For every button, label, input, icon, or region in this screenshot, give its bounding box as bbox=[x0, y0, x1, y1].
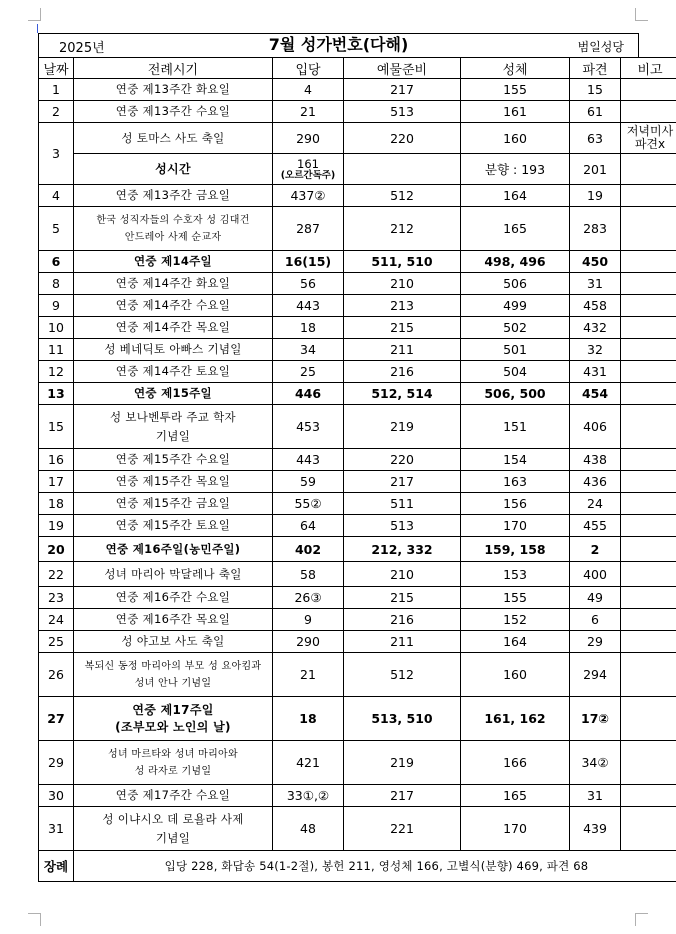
note-cell bbox=[621, 493, 676, 515]
entrance-cell: 290 bbox=[273, 631, 344, 653]
dismissal-cell: 294 bbox=[570, 653, 621, 697]
table-row bbox=[39, 317, 676, 339]
liturgy-cell: 연중 제17주간 수요일 bbox=[74, 785, 273, 807]
communion-cell: 156 bbox=[461, 493, 570, 515]
dismissal-cell: 436 bbox=[570, 471, 621, 493]
liturgy-cell: 연중 제13주간 금요일 bbox=[74, 185, 273, 207]
communion-cell: 151 bbox=[461, 405, 570, 449]
note-cell: 저녁미사 파견x bbox=[621, 123, 676, 154]
dismissal-cell: 458 bbox=[570, 295, 621, 317]
liturgy-cell: 성녀 마르타와 성녀 마리아와 성 라자로 기념일 bbox=[74, 741, 273, 785]
liturgy-cell: 연중 제16주일(농민주일) bbox=[74, 537, 273, 562]
date-cell: 3 bbox=[39, 123, 74, 185]
date-cell: 19 bbox=[39, 515, 74, 537]
entrance-cell: 48 bbox=[273, 807, 344, 851]
dismissal-cell: 31 bbox=[570, 273, 621, 295]
table-row bbox=[39, 123, 676, 154]
table-row bbox=[39, 631, 676, 653]
dismissal-cell: 61 bbox=[570, 101, 621, 123]
note-cell bbox=[621, 317, 676, 339]
col-date: 날짜 bbox=[39, 58, 74, 79]
note-cell bbox=[621, 653, 676, 697]
note-cell bbox=[621, 697, 676, 741]
communion-cell: 499 bbox=[461, 295, 570, 317]
funeral-label: 장례 bbox=[39, 851, 74, 882]
note-cell bbox=[621, 295, 676, 317]
dismissal-cell: 31 bbox=[570, 785, 621, 807]
table-footer bbox=[39, 851, 676, 882]
offertory-cell: 219 bbox=[344, 405, 461, 449]
communion-cell: 165 bbox=[461, 207, 570, 251]
entrance-cell: 443 bbox=[273, 449, 344, 471]
date-cell: 16 bbox=[39, 449, 74, 471]
liturgy-cell: 연중 제17주일 (조부모와 노인의 날) bbox=[74, 697, 273, 741]
dismissal-cell: 2 bbox=[570, 537, 621, 562]
offertory-cell: 210 bbox=[344, 273, 461, 295]
dismissal-cell: 63 bbox=[570, 123, 621, 154]
liturgy-cell: 연중 제14주간 토요일 bbox=[74, 361, 273, 383]
table-row bbox=[39, 361, 676, 383]
liturgy-cell: 연중 제13주간 화요일 bbox=[74, 79, 273, 101]
communion-cell: 498, 496 bbox=[461, 251, 570, 273]
offertory-cell: 216 bbox=[344, 609, 461, 631]
liturgy-cell: 연중 제15주간 목요일 bbox=[74, 471, 273, 493]
date-cell: 12 bbox=[39, 361, 74, 383]
dismissal-cell: 450 bbox=[570, 251, 621, 273]
offertory-cell: 511, 510 bbox=[344, 251, 461, 273]
crop-mark-top-right bbox=[635, 8, 648, 21]
entrance-cell: 18 bbox=[273, 697, 344, 741]
date-cell: 8 bbox=[39, 273, 74, 295]
table-row bbox=[39, 537, 676, 562]
offertory-cell: 217 bbox=[344, 785, 461, 807]
date-cell: 23 bbox=[39, 587, 74, 609]
date-cell: 2 bbox=[39, 101, 74, 123]
note-cell bbox=[621, 537, 676, 562]
date-cell: 31 bbox=[39, 807, 74, 851]
dismissal-cell: 455 bbox=[570, 515, 621, 537]
note-cell bbox=[621, 631, 676, 653]
col-note: 비고 bbox=[621, 58, 676, 79]
offertory-cell: 512 bbox=[344, 185, 461, 207]
liturgy-cell: 연중 제16주간 목요일 bbox=[74, 609, 273, 631]
offertory-cell: 220 bbox=[344, 449, 461, 471]
title-row bbox=[38, 33, 639, 57]
table-row bbox=[39, 785, 676, 807]
dismissal-cell: 406 bbox=[570, 405, 621, 449]
col-offertory: 예물준비 bbox=[344, 58, 461, 79]
table-row bbox=[39, 587, 676, 609]
date-cell: 15 bbox=[39, 405, 74, 449]
dismissal-cell: 400 bbox=[570, 562, 621, 587]
offertory-cell: 513 bbox=[344, 101, 461, 123]
entrance-cell: 9 bbox=[273, 609, 344, 631]
table-row bbox=[39, 383, 676, 405]
offertory-cell: 216 bbox=[344, 361, 461, 383]
communion-cell: 165 bbox=[461, 785, 570, 807]
communion-cell: 152 bbox=[461, 609, 570, 631]
crop-mark-bottom-left bbox=[28, 913, 41, 926]
dismissal-cell: 19 bbox=[570, 185, 621, 207]
table-row bbox=[39, 807, 676, 851]
offertory-cell: 221 bbox=[344, 807, 461, 851]
date-cell: 11 bbox=[39, 339, 74, 361]
table-row bbox=[39, 562, 676, 587]
funeral-text: 입당 228, 화답송 54(1-2절), 봉헌 211, 영성체 166, 고별식(분향) 469, 파견 68 bbox=[74, 851, 676, 882]
entrance-cell: 26③ bbox=[273, 587, 344, 609]
offertory-cell: 215 bbox=[344, 587, 461, 609]
table-row bbox=[39, 295, 676, 317]
table-row bbox=[39, 697, 676, 741]
dismissal-cell: 283 bbox=[570, 207, 621, 251]
offertory-cell: 513, 510 bbox=[344, 697, 461, 741]
liturgy-cell: 연중 제14주간 화요일 bbox=[74, 273, 273, 295]
entrance-cell: 21 bbox=[273, 653, 344, 697]
parish-name: 범일성당 bbox=[577, 40, 624, 54]
note-cell bbox=[621, 185, 676, 207]
liturgy-cell: 연중 제16주간 수요일 bbox=[74, 587, 273, 609]
communion-cell: 분향 : 193 bbox=[461, 154, 570, 185]
dismissal-cell: 32 bbox=[570, 339, 621, 361]
dismissal-cell: 17② bbox=[570, 697, 621, 741]
entrance-cell bbox=[273, 154, 344, 185]
communion-cell: 160 bbox=[461, 653, 570, 697]
offertory-cell: 219 bbox=[344, 741, 461, 785]
communion-cell: 155 bbox=[461, 79, 570, 101]
note-cell bbox=[621, 587, 676, 609]
offertory-cell: 513 bbox=[344, 515, 461, 537]
col-entrance: 입당 bbox=[273, 58, 344, 79]
dismissal-cell: 24 bbox=[570, 493, 621, 515]
note-cell bbox=[621, 383, 676, 405]
liturgy-cell: 성 토마스 사도 축일 bbox=[74, 123, 273, 154]
table-row bbox=[39, 741, 676, 785]
liturgy-cell: 성녀 마리아 막달레나 축일 bbox=[74, 562, 273, 587]
table-row bbox=[39, 515, 676, 537]
offertory-cell: 211 bbox=[344, 339, 461, 361]
entrance-sub-label: (오르간독주) bbox=[280, 169, 336, 181]
entrance-cell: 55② bbox=[273, 493, 344, 515]
communion-cell: 166 bbox=[461, 741, 570, 785]
note-cell bbox=[621, 207, 676, 251]
liturgy-cell: 한국 성직자들의 수호자 성 김대건 안드레아 사제 순교자 bbox=[74, 207, 273, 251]
dismissal-cell: 29 bbox=[570, 631, 621, 653]
offertory-cell: 217 bbox=[344, 471, 461, 493]
entrance-cell: 56 bbox=[273, 273, 344, 295]
dismissal-cell: 439 bbox=[570, 807, 621, 851]
liturgy-cell: 성 보나벤투라 주교 학자 기념일 bbox=[74, 405, 273, 449]
dismissal-cell: 201 bbox=[570, 154, 621, 185]
note-cell bbox=[621, 273, 676, 295]
communion-cell: 155 bbox=[461, 587, 570, 609]
table-row bbox=[39, 185, 676, 207]
communion-cell: 153 bbox=[461, 562, 570, 587]
date-cell: 5 bbox=[39, 207, 74, 251]
liturgy-cell: 성 야고보 사도 축일 bbox=[74, 631, 273, 653]
table-row bbox=[39, 405, 676, 449]
offertory-cell: 511 bbox=[344, 493, 461, 515]
communion-cell: 170 bbox=[461, 807, 570, 851]
offertory-cell: 212 bbox=[344, 207, 461, 251]
crop-mark-top-left bbox=[28, 8, 41, 21]
entrance-cell: 402 bbox=[273, 537, 344, 562]
liturgy-cell: 성 이냐시오 데 로욜라 사제 기념일 bbox=[74, 807, 273, 851]
entrance-cell: 64 bbox=[273, 515, 344, 537]
table-row bbox=[39, 493, 676, 515]
offertory-cell: 211 bbox=[344, 631, 461, 653]
communion-cell: 161, 162 bbox=[461, 697, 570, 741]
entrance-cell: 59 bbox=[273, 471, 344, 493]
liturgy-cell: 복되신 동정 마리아의 부모 성 요아킴과 성녀 안나 기념일 bbox=[74, 653, 273, 697]
text-cursor bbox=[37, 24, 38, 33]
date-cell: 1 bbox=[39, 79, 74, 101]
hymn-table bbox=[38, 57, 676, 882]
table-body bbox=[39, 79, 676, 851]
date-cell: 4 bbox=[39, 185, 74, 207]
entrance-cell: 21 bbox=[273, 101, 344, 123]
offertory-cell: 215 bbox=[344, 317, 461, 339]
table-header bbox=[39, 58, 676, 79]
col-communion: 성체 bbox=[461, 58, 570, 79]
year-label: 2025년 bbox=[59, 41, 105, 56]
communion-cell: 170 bbox=[461, 515, 570, 537]
page-title: 7월 성가번호(다해) bbox=[268, 35, 409, 54]
note-cell bbox=[621, 562, 676, 587]
communion-cell: 163 bbox=[461, 471, 570, 493]
communion-cell: 159, 158 bbox=[461, 537, 570, 562]
col-liturgy: 전례시기 bbox=[74, 58, 273, 79]
liturgy-cell: 연중 제14주간 수요일 bbox=[74, 295, 273, 317]
crop-mark-bottom-right bbox=[635, 913, 648, 926]
entrance-value: 161 bbox=[297, 156, 319, 171]
entrance-cell: 16(15) bbox=[273, 251, 344, 273]
entrance-cell: 287 bbox=[273, 207, 344, 251]
liturgy-cell: 성 베네딕토 아빠스 기념일 bbox=[74, 339, 273, 361]
communion-cell: 160 bbox=[461, 123, 570, 154]
dismissal-cell: 49 bbox=[570, 587, 621, 609]
table-row bbox=[39, 609, 676, 631]
offertory-cell bbox=[344, 154, 461, 185]
entrance-cell: 34 bbox=[273, 339, 344, 361]
table-row bbox=[39, 79, 676, 101]
table-row bbox=[39, 273, 676, 295]
liturgy-cell: 연중 제14주일 bbox=[74, 251, 273, 273]
liturgy-cell: 연중 제15주일 bbox=[74, 383, 273, 405]
dismissal-cell: 34② bbox=[570, 741, 621, 785]
communion-cell: 502 bbox=[461, 317, 570, 339]
date-cell: 10 bbox=[39, 317, 74, 339]
liturgy-cell: 연중 제15주간 수요일 bbox=[74, 449, 273, 471]
note-cell bbox=[621, 79, 676, 101]
note-cell bbox=[621, 807, 676, 851]
date-cell: 24 bbox=[39, 609, 74, 631]
col-dismissal: 파견 bbox=[570, 58, 621, 79]
date-cell: 26 bbox=[39, 653, 74, 697]
table-row bbox=[39, 653, 676, 697]
note-cell bbox=[621, 785, 676, 807]
date-cell: 18 bbox=[39, 493, 74, 515]
date-cell: 17 bbox=[39, 471, 74, 493]
note-cell bbox=[621, 609, 676, 631]
date-cell: 29 bbox=[39, 741, 74, 785]
table-row bbox=[39, 471, 676, 493]
entrance-cell: 18 bbox=[273, 317, 344, 339]
entrance-cell: 443 bbox=[273, 295, 344, 317]
dismissal-cell: 15 bbox=[570, 79, 621, 101]
entrance-cell: 58 bbox=[273, 562, 344, 587]
communion-cell: 504 bbox=[461, 361, 570, 383]
offertory-cell: 512, 514 bbox=[344, 383, 461, 405]
dismissal-cell: 431 bbox=[570, 361, 621, 383]
table-row bbox=[39, 339, 676, 361]
dismissal-cell: 438 bbox=[570, 449, 621, 471]
offertory-cell: 512 bbox=[344, 653, 461, 697]
entrance-cell: 421 bbox=[273, 741, 344, 785]
liturgy-cell: 연중 제13주간 수요일 bbox=[74, 101, 273, 123]
date-cell: 6 bbox=[39, 251, 74, 273]
dismissal-cell: 6 bbox=[570, 609, 621, 631]
offertory-cell: 213 bbox=[344, 295, 461, 317]
offertory-cell: 210 bbox=[344, 562, 461, 587]
entrance-cell: 25 bbox=[273, 361, 344, 383]
communion-cell: 506, 500 bbox=[461, 383, 570, 405]
table-row bbox=[39, 154, 676, 185]
communion-cell: 161 bbox=[461, 101, 570, 123]
liturgy-cell: 성시간 bbox=[74, 154, 273, 185]
communion-cell: 164 bbox=[461, 631, 570, 653]
note-cell bbox=[621, 471, 676, 493]
date-cell: 25 bbox=[39, 631, 74, 653]
note-cell bbox=[621, 251, 676, 273]
offertory-cell: 217 bbox=[344, 79, 461, 101]
note-cell bbox=[621, 405, 676, 449]
entrance-cell: 437② bbox=[273, 185, 344, 207]
liturgy-cell: 연중 제15주간 금요일 bbox=[74, 493, 273, 515]
offertory-cell: 220 bbox=[344, 123, 461, 154]
entrance-cell: 4 bbox=[273, 79, 344, 101]
entrance-cell: 290 bbox=[273, 123, 344, 154]
table-row bbox=[39, 449, 676, 471]
note-cell bbox=[621, 449, 676, 471]
offertory-cell: 212, 332 bbox=[344, 537, 461, 562]
dismissal-cell: 432 bbox=[570, 317, 621, 339]
liturgy-cell: 연중 제15주간 토요일 bbox=[74, 515, 273, 537]
note-cell bbox=[621, 101, 676, 123]
communion-cell: 501 bbox=[461, 339, 570, 361]
communion-cell: 154 bbox=[461, 449, 570, 471]
table-row bbox=[39, 101, 676, 123]
date-cell: 9 bbox=[39, 295, 74, 317]
hymn-schedule-sheet bbox=[38, 33, 674, 882]
liturgy-cell: 연중 제14주간 목요일 bbox=[74, 317, 273, 339]
date-cell: 20 bbox=[39, 537, 74, 562]
note-cell bbox=[621, 515, 676, 537]
note-cell bbox=[621, 154, 676, 185]
dismissal-cell: 454 bbox=[570, 383, 621, 405]
table-row bbox=[39, 251, 676, 273]
note-cell bbox=[621, 741, 676, 785]
note-cell bbox=[621, 361, 676, 383]
communion-cell: 164 bbox=[461, 185, 570, 207]
communion-cell: 506 bbox=[461, 273, 570, 295]
entrance-cell: 446 bbox=[273, 383, 344, 405]
funeral-row bbox=[39, 851, 676, 882]
entrance-cell: 33①,② bbox=[273, 785, 344, 807]
note-cell bbox=[621, 339, 676, 361]
date-cell: 30 bbox=[39, 785, 74, 807]
date-cell: 22 bbox=[39, 562, 74, 587]
entrance-cell: 453 bbox=[273, 405, 344, 449]
date-cell: 27 bbox=[39, 697, 74, 741]
date-cell: 13 bbox=[39, 383, 74, 405]
table-row bbox=[39, 207, 676, 251]
